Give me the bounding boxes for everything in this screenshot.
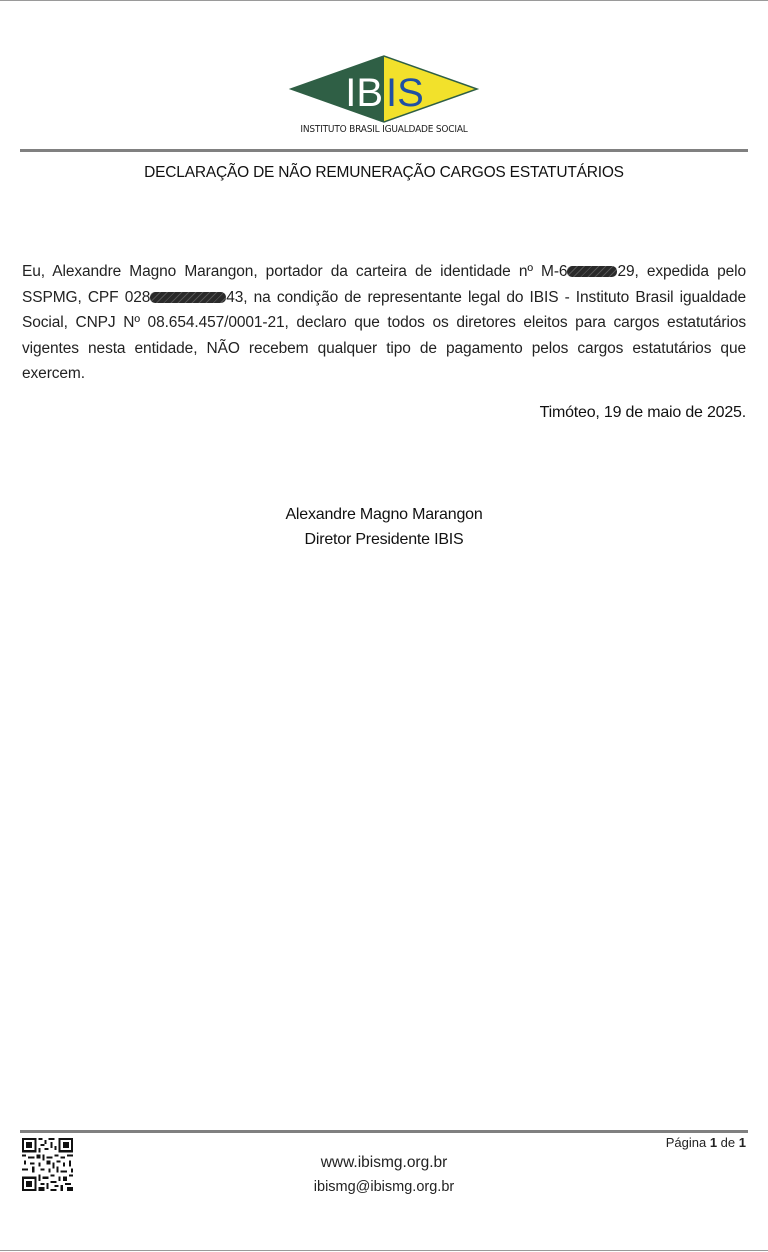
footer-email[interactable]: ibismg@ibismg.org.br (313, 1179, 455, 1195)
page-current: 1 (709, 1135, 718, 1150)
logo-diamond-icon (284, 54, 484, 124)
signature-block (0, 502, 768, 552)
page-total: 1 (738, 1135, 746, 1150)
body-text-part3: 43, na condição de representante legal do IBIS - Instituto Brasil igualdade Social, CNPJ Nº 08.654.457/0001-21, declaro que todos os diretores eleitos para cargos estatutários vigentes nesta entidade, NÃO recebem qualquer tipo de pagamento pelos cargos estatutários que exercem. (22, 288, 746, 382)
logo-text-right: IS (386, 71, 424, 115)
ibis-logo (284, 54, 484, 140)
document-title: DECLARAÇÃO DE NÃO REMUNERAÇÃO CARGOS ESTATUTÁRIOS (144, 164, 624, 181)
header-rule (20, 149, 748, 152)
footer-website[interactable]: www.ibismg.org.br (320, 1154, 448, 1171)
footer-rule (20, 1130, 748, 1133)
page-label: Página (665, 1135, 707, 1150)
signer-name: Alexandre Magno Marangon (285, 506, 483, 523)
date-line: Timóteo, 19 de maio de 2025. (539, 404, 746, 421)
logo-subtitle: INSTITUTO BRASIL IGUALDADE SOCIAL (300, 124, 468, 135)
page-of: de (720, 1135, 736, 1150)
page-top-border (0, 0, 768, 1)
logo-text-left: IB (345, 71, 383, 115)
body-text-part2: 29, expedida pelo SSPMG, CPF 028 (22, 263, 746, 306)
page-number (666, 1135, 746, 1150)
body-text-part1: Eu, Alexandre Magno Marangon, portador da carteira de identidade nº M-6 (22, 263, 568, 280)
signer-title: Diretor Presidente IBIS (304, 531, 464, 548)
redacted-cpf-mark (150, 292, 226, 303)
declaration-body (22, 259, 746, 387)
page-bottom-border (0, 1250, 768, 1251)
redacted-id-mark (567, 266, 617, 277)
